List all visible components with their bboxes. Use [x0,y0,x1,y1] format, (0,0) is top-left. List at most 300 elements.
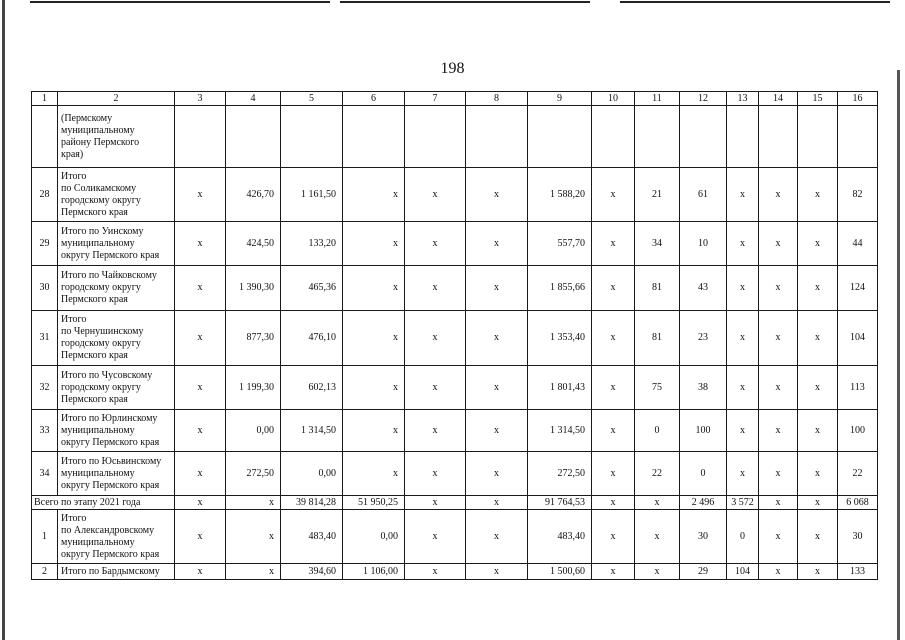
value-cell [281,222,343,266]
value-cell [528,452,592,496]
cell-text: х [775,496,781,508]
cell-text: 38 [698,381,708,393]
value-cell [528,510,592,564]
value-cell [175,222,226,266]
value-cell [343,410,405,452]
value-cell [759,266,798,311]
value-cell [759,564,798,580]
cell-text: 1 855,66 [550,282,585,293]
total-value-cell [727,496,759,510]
value-cell [175,366,226,410]
table-row [32,510,878,564]
cell-text: 91 764,53 [545,496,585,508]
value-cell [592,266,635,311]
cell-text: х [775,424,781,436]
value-cell [635,168,680,222]
cell-text: 1 106,00 [363,565,398,577]
value-cell [226,452,281,496]
value-cell [226,366,281,410]
row-number-cell [32,168,58,222]
cell-text: 1 500,60 [550,565,585,577]
cell-text: х [494,237,499,249]
cell-text: х [494,381,499,393]
row-number-cell [32,106,58,168]
cell-text: 32 [39,381,50,393]
name-line: Пермского края [61,206,128,218]
value-cell [226,222,281,266]
cell-text: х [494,332,499,343]
cell-text: х [610,530,616,542]
cell-text: х [432,282,438,293]
name-line: городскому округу [61,194,141,206]
header-row [32,92,878,106]
cell-text: х [740,332,745,343]
value-cell [680,222,727,266]
name-line: муниципальному [61,467,135,479]
header-cell [635,92,680,106]
cell-text: х [775,188,781,200]
value-cell [226,564,281,580]
cell-text: х [815,332,820,343]
value-cell [343,366,405,410]
name-line: Итого по Юрлинскому [61,412,158,424]
total-value-cell [798,496,838,510]
cell-text: 6 [371,92,376,104]
cell-text: х [197,282,203,293]
row-number-cell [32,366,58,410]
cell-text: 2 [113,92,119,104]
header-cell [58,92,175,106]
value-cell [405,452,466,496]
name-line: городскому округу [61,282,141,293]
header-cell [405,92,466,106]
cell-text: 34 [39,467,50,479]
cell-text: х [815,424,820,436]
cell-text: 104 [850,332,865,343]
name-line: Итого по Чайковскому [61,270,157,281]
value-cell [466,266,528,311]
row-number-cell [32,510,58,564]
total-value-cell [281,496,343,510]
cell-text: 5 [309,92,314,104]
cell-text: х [393,381,398,393]
cell-text: х [775,467,781,479]
cell-text: 100 [695,424,711,436]
cell-text: 14 [773,92,783,104]
cell-text: х [393,282,398,293]
cell-text: х [197,381,203,393]
value-cell [838,366,878,410]
value-cell [592,222,635,266]
cell-text: 1 801,43 [550,381,585,393]
cell-text: х [393,424,398,436]
value-cell [798,168,838,222]
empty-cell [680,106,727,168]
row-number-cell [32,410,58,452]
value-cell [798,222,838,266]
name-line: Пермского края [61,393,128,405]
name-line: округу Пермского края [61,479,160,491]
scan-top-edge [620,1,890,3]
value-cell [343,168,405,222]
cell-text: х [197,467,203,479]
value-cell [680,564,727,580]
name-line: городскому округу [61,381,141,393]
cell-text: 133 [850,565,865,577]
cell-text: 483,40 [557,530,585,542]
cell-text: 877,30 [246,332,274,343]
cell-text: 1 588,20 [550,188,585,200]
value-cell [759,366,798,410]
value-cell [680,311,727,366]
value-cell [759,452,798,496]
value-cell [838,222,878,266]
value-cell [759,510,798,564]
cell-text: х [269,530,274,542]
cell-text: х [269,496,274,508]
name-line: муниципальному [61,536,135,548]
cell-text: х [269,565,274,577]
empty-cell [175,106,226,168]
empty-cell [466,106,528,168]
cell-text: х [197,496,203,508]
cell-text: 476,10 [308,332,336,343]
empty-cell [727,106,759,168]
cell-text: 75 [652,381,662,393]
cell-text: х [197,530,203,542]
cell-text: 394,60 [308,565,336,577]
empty-cell [759,106,798,168]
cell-text: 7 [432,92,438,104]
cell-text: 8 [494,92,499,104]
row-number-cell [32,452,58,496]
total-value-cell [838,496,878,510]
value-cell [680,510,727,564]
value-cell [680,452,727,496]
cell-text: х [494,424,499,436]
cell-text: х [197,424,203,436]
cell-text: х [775,282,781,293]
value-cell [175,410,226,452]
row-number-cell [32,222,58,266]
value-cell [759,168,798,222]
value-cell [466,311,528,366]
value-cell [343,452,405,496]
cell-text: х [815,282,820,293]
value-cell [405,266,466,311]
value-cell [635,366,680,410]
value-cell [281,168,343,222]
value-cell [592,564,635,580]
cell-text: х [775,237,781,249]
value-cell [727,452,759,496]
cell-text: х [393,237,398,249]
value-cell [635,311,680,366]
value-cell [680,168,727,222]
cell-text: х [610,467,616,479]
cell-text: х [610,282,616,293]
cell-text: 113 [850,381,865,393]
empty-cell [592,106,635,168]
cell-text: 0,00 [380,530,398,542]
name-line: Итого [61,512,87,524]
value-cell [838,168,878,222]
cell-text: 29 [698,565,708,577]
total-value-cell [759,496,798,510]
value-cell [727,222,759,266]
value-cell [226,410,281,452]
name-line: муниципальному [61,124,135,136]
table-row [32,222,878,266]
cell-text: х [432,467,438,479]
total-value-cell [592,496,635,510]
row-number-cell [32,564,58,580]
cell-text: 10 [698,237,708,249]
cell-text: х [740,188,745,200]
cell-text: 2 [42,565,47,577]
value-cell [281,366,343,410]
cell-text: 3 572 [731,496,754,508]
value-cell [405,222,466,266]
cell-text: 1 390,30 [239,282,274,293]
name-cell [58,311,175,366]
total-value-cell [466,496,528,510]
cell-text: 61 [698,188,708,200]
scan-right-edge [897,70,900,640]
cell-text: х [393,188,398,200]
table-row [32,168,878,222]
value-cell [281,266,343,311]
name-line: округу Пермского края [61,436,160,448]
value-cell [798,266,838,311]
value-cell [592,311,635,366]
name-line: Итого [61,314,87,325]
name-line: округу Пермского края [61,249,160,261]
cell-text: 1 353,40 [550,332,585,343]
cell-text: х [494,565,499,577]
value-cell [838,266,878,311]
total-value-cell [405,496,466,510]
value-cell [635,510,680,564]
cell-text: 272,50 [246,467,274,479]
cell-text: х [432,496,438,508]
header-cell [759,92,798,106]
value-cell [635,410,680,452]
cell-text: х [432,565,438,577]
row-number-cell [32,311,58,366]
name-line: городскому округу [61,338,141,349]
name-line: Итого по Юсьвинскому [61,455,162,467]
value-cell [175,311,226,366]
cell-text: 22 [652,467,662,479]
name-cell [58,168,175,222]
name-cell [58,410,175,452]
cell-text: 28 [39,188,50,200]
cell-text: х [815,565,820,577]
value-cell [798,311,838,366]
value-cell [592,452,635,496]
cell-text: х [432,530,438,542]
cell-text: 30 [852,530,863,542]
table-row [32,266,878,311]
cell-text: 6 068 [846,496,869,508]
cell-text: 1 314,50 [301,424,336,436]
name-line: муниципальному [61,424,135,436]
name-cell [58,222,175,266]
value-cell [175,510,226,564]
header-cell [727,92,759,106]
cell-text: 44 [852,237,863,249]
value-cell [175,266,226,311]
value-cell [466,222,528,266]
cell-text: 12 [698,92,708,104]
cell-text: х [197,237,203,249]
row-number-cell [32,266,58,311]
cell-text: 9 [557,92,562,104]
value-cell [528,222,592,266]
name-cell [58,510,175,564]
value-cell [798,452,838,496]
total-value-cell [226,496,281,510]
cell-text: х [197,332,203,343]
table-row [32,452,878,496]
cell-text: 11 [652,92,662,104]
name-cell [58,106,175,168]
header-cell [798,92,838,106]
name-line: Итого по Уинскому [61,225,144,237]
cell-text: х [610,188,616,200]
cell-text: х [775,565,781,577]
cell-text: х [740,237,745,249]
value-cell [466,410,528,452]
value-cell [466,452,528,496]
value-cell [635,266,680,311]
value-cell [635,564,680,580]
cell-text: 33 [39,424,50,436]
name-line: Итого по Чусовскому [61,369,153,381]
value-cell [727,366,759,410]
cell-text: х [432,332,438,343]
empty-cell [343,106,405,168]
cell-text: х [610,381,616,393]
cell-text: х [740,424,745,436]
total-value-cell [528,496,592,510]
value-cell [226,266,281,311]
cell-text: 39 814,28 [296,496,336,508]
cell-text: х [610,237,616,249]
value-cell [680,410,727,452]
empty-cell [838,106,878,168]
value-cell [592,168,635,222]
value-cell [838,452,878,496]
name-cell [58,564,175,580]
header-cell [592,92,635,106]
cell-text: 465,36 [308,282,336,293]
cell-text: 82 [852,188,863,200]
total-value-cell [343,496,405,510]
cell-text: х [610,565,616,577]
value-cell [281,564,343,580]
page-number: 198 [440,60,465,77]
empty-cell [798,106,838,168]
cell-text: х [432,424,438,436]
table-row [32,564,878,580]
header-cell [32,92,58,106]
cell-text: х [815,237,820,249]
name-line: району Пермского [61,136,140,148]
value-cell [635,222,680,266]
value-cell [635,452,680,496]
cell-text: 21 [652,188,662,200]
cell-text: 557,70 [557,237,585,249]
value-cell [405,168,466,222]
cell-text: х [197,188,203,200]
value-cell [838,311,878,366]
cell-text: х [393,467,398,479]
header-cell [343,92,405,106]
value-cell [759,311,798,366]
cell-text: 602,13 [308,381,336,393]
cell-text: 30 [698,530,708,542]
cell-text: х [432,381,438,393]
cell-text: х [775,332,781,343]
scan-left-edge [2,0,5,640]
value-cell [528,266,592,311]
cell-text: х [815,381,820,393]
value-cell [405,510,466,564]
cell-text: 29 [39,237,50,249]
cell-text: х [494,530,499,542]
value-cell [838,410,878,452]
cell-text: 1 [42,92,47,104]
value-cell [466,510,528,564]
empty-cell [281,106,343,168]
value-cell [405,410,466,452]
table-row [32,311,878,366]
total-row [32,496,878,510]
name-line: (Пермскому [61,112,113,124]
cell-text: х [740,467,745,479]
value-cell [405,564,466,580]
cell-text: 4 [250,92,256,104]
value-cell [281,410,343,452]
cell-text: 30 [39,282,50,293]
cell-text: 3 [197,92,203,104]
value-cell [727,510,759,564]
name-cell [58,452,175,496]
name-line: муниципальному [61,237,135,249]
table-row [32,366,878,410]
cell-text: х [815,530,820,542]
value-cell [759,410,798,452]
cell-text: х [815,188,820,200]
name-line: Пермского края [61,350,128,361]
name-line: округу Пермского края [61,548,160,560]
cell-text: х [740,282,745,293]
value-cell [226,311,281,366]
cell-text: 0,00 [318,467,336,479]
value-cell [798,564,838,580]
name-line: края) [61,148,84,160]
value-cell [175,452,226,496]
value-cell [592,366,635,410]
scan-top-edge [340,1,590,3]
data-table [31,91,878,580]
total-label [32,496,175,510]
cell-text: 483,40 [308,530,336,542]
cell-text: х [654,496,660,508]
value-cell [281,311,343,366]
